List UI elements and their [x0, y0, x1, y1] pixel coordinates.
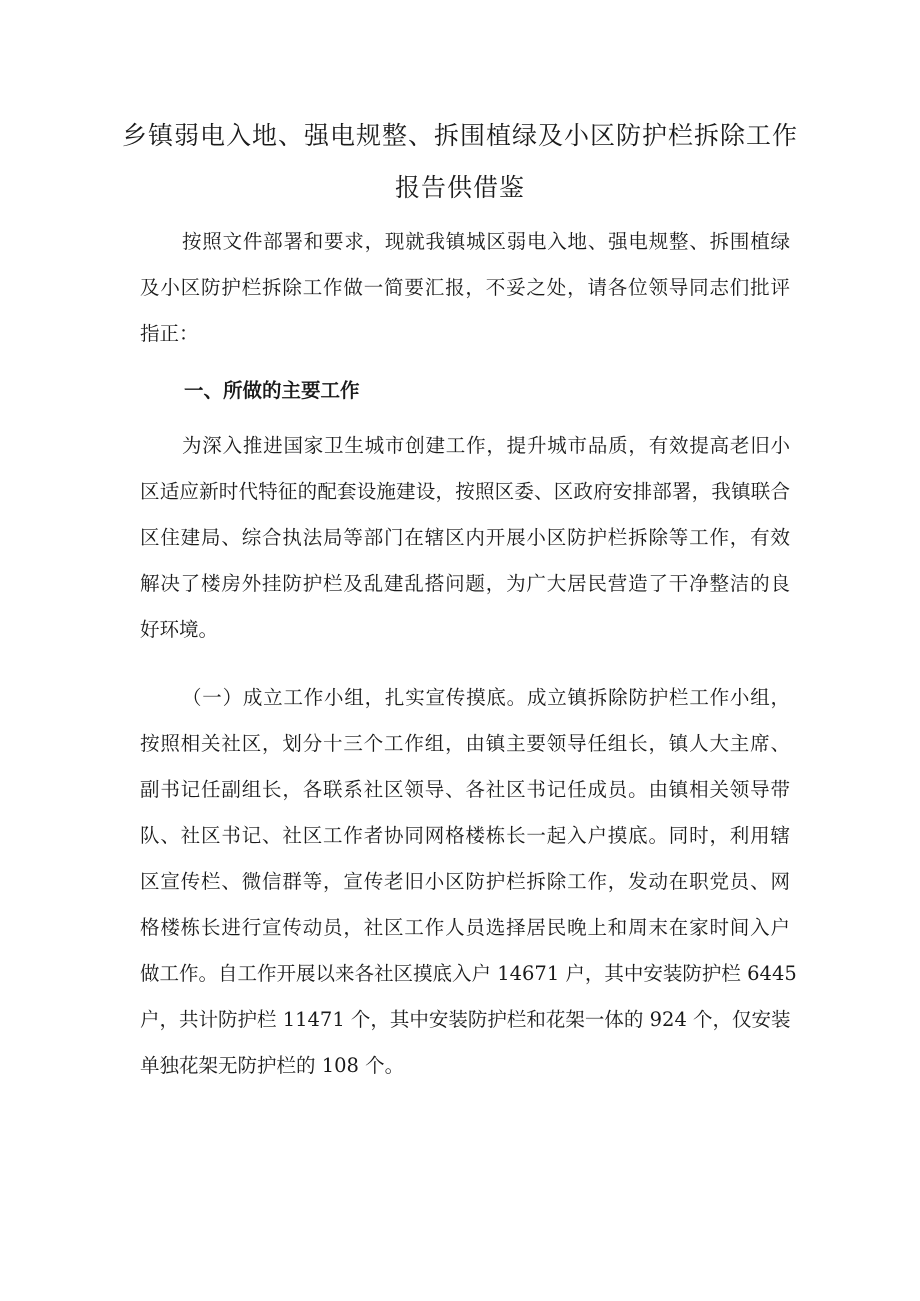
intro-line: 指正： — [140, 322, 199, 345]
section-1-line: 解决了楼房外挂防护栏及乱建乱搭问题，为广大居民营造了干净整洁的良 — [140, 572, 790, 595]
subsection-1-line: 户，共计防护栏 11471 个，其中安装防护栏和花架一体的 924 个，仅安装 — [140, 1008, 791, 1031]
section-1-line: 好环境。 — [140, 618, 219, 641]
subsection-1-line: 区宣传栏、微信群等，宣传老旧小区防护栏拆除工作，发动在职党员、网 — [140, 870, 790, 893]
section-1-heading: 一、所做的主要工作 — [184, 379, 360, 402]
section-1-line: 区住建局、综合执法局等部门在辖区内开展小区防护栏拆除等工作，有效 — [140, 526, 790, 549]
intro-line: 按照文件部署和要求，现就我镇城区弱电入地、强电规整、拆围植绿 — [182, 230, 790, 253]
subsection-1-line: 做工作。自工作开展以来各社区摸底入户 14671 户，其中安装防护栏 6445 — [140, 962, 797, 985]
section-1-line: 为深入推进国家卫生城市创建工作，提升城市品质，有效提高老旧小 — [182, 434, 790, 457]
subsection-1-line: 队、社区书记、社区工作者协同网格楼栋长一起入户摸底。同时，利用辖 — [140, 824, 790, 847]
subsection-1-line: 按照相关社区，划分十三个工作组，由镇主要领导任组长，镇人大主席、 — [140, 732, 790, 755]
document-title — [120, 110, 800, 214]
title-line-2: 报告供借鉴 — [394, 173, 525, 202]
subsection-1-paragraph — [140, 675, 797, 1089]
subsection-1-line: 副书记任副组长，各联系社区领导、各社区书记任成员。由镇相关领导带 — [140, 778, 790, 801]
subsection-1-line: 格楼栋长进行宣传动员，社区工作人员选择居民晚上和周末在家时间入户 — [140, 916, 790, 939]
title-line-1: 乡镇弱电入地、强电规整、拆围植绿及小区防护栏拆除工作 — [121, 121, 798, 150]
intro-line: 及小区防护栏拆除工作做一简要汇报，不妥之处，请各位领导同志们批评 — [140, 276, 790, 299]
subsection-1-line: （一）成立工作小组，扎实宣传摸底。成立镇拆除防护栏工作小组， — [182, 686, 790, 709]
subsection-1-line: 单独花架无防护栏的 108 个。 — [140, 1054, 405, 1077]
intro-paragraph — [140, 219, 790, 357]
section-1-line: 区适应新时代特征的配套设施建设，按照区委、区政府安排部署，我镇联合 — [140, 480, 790, 503]
section-1-paragraph — [140, 423, 790, 653]
